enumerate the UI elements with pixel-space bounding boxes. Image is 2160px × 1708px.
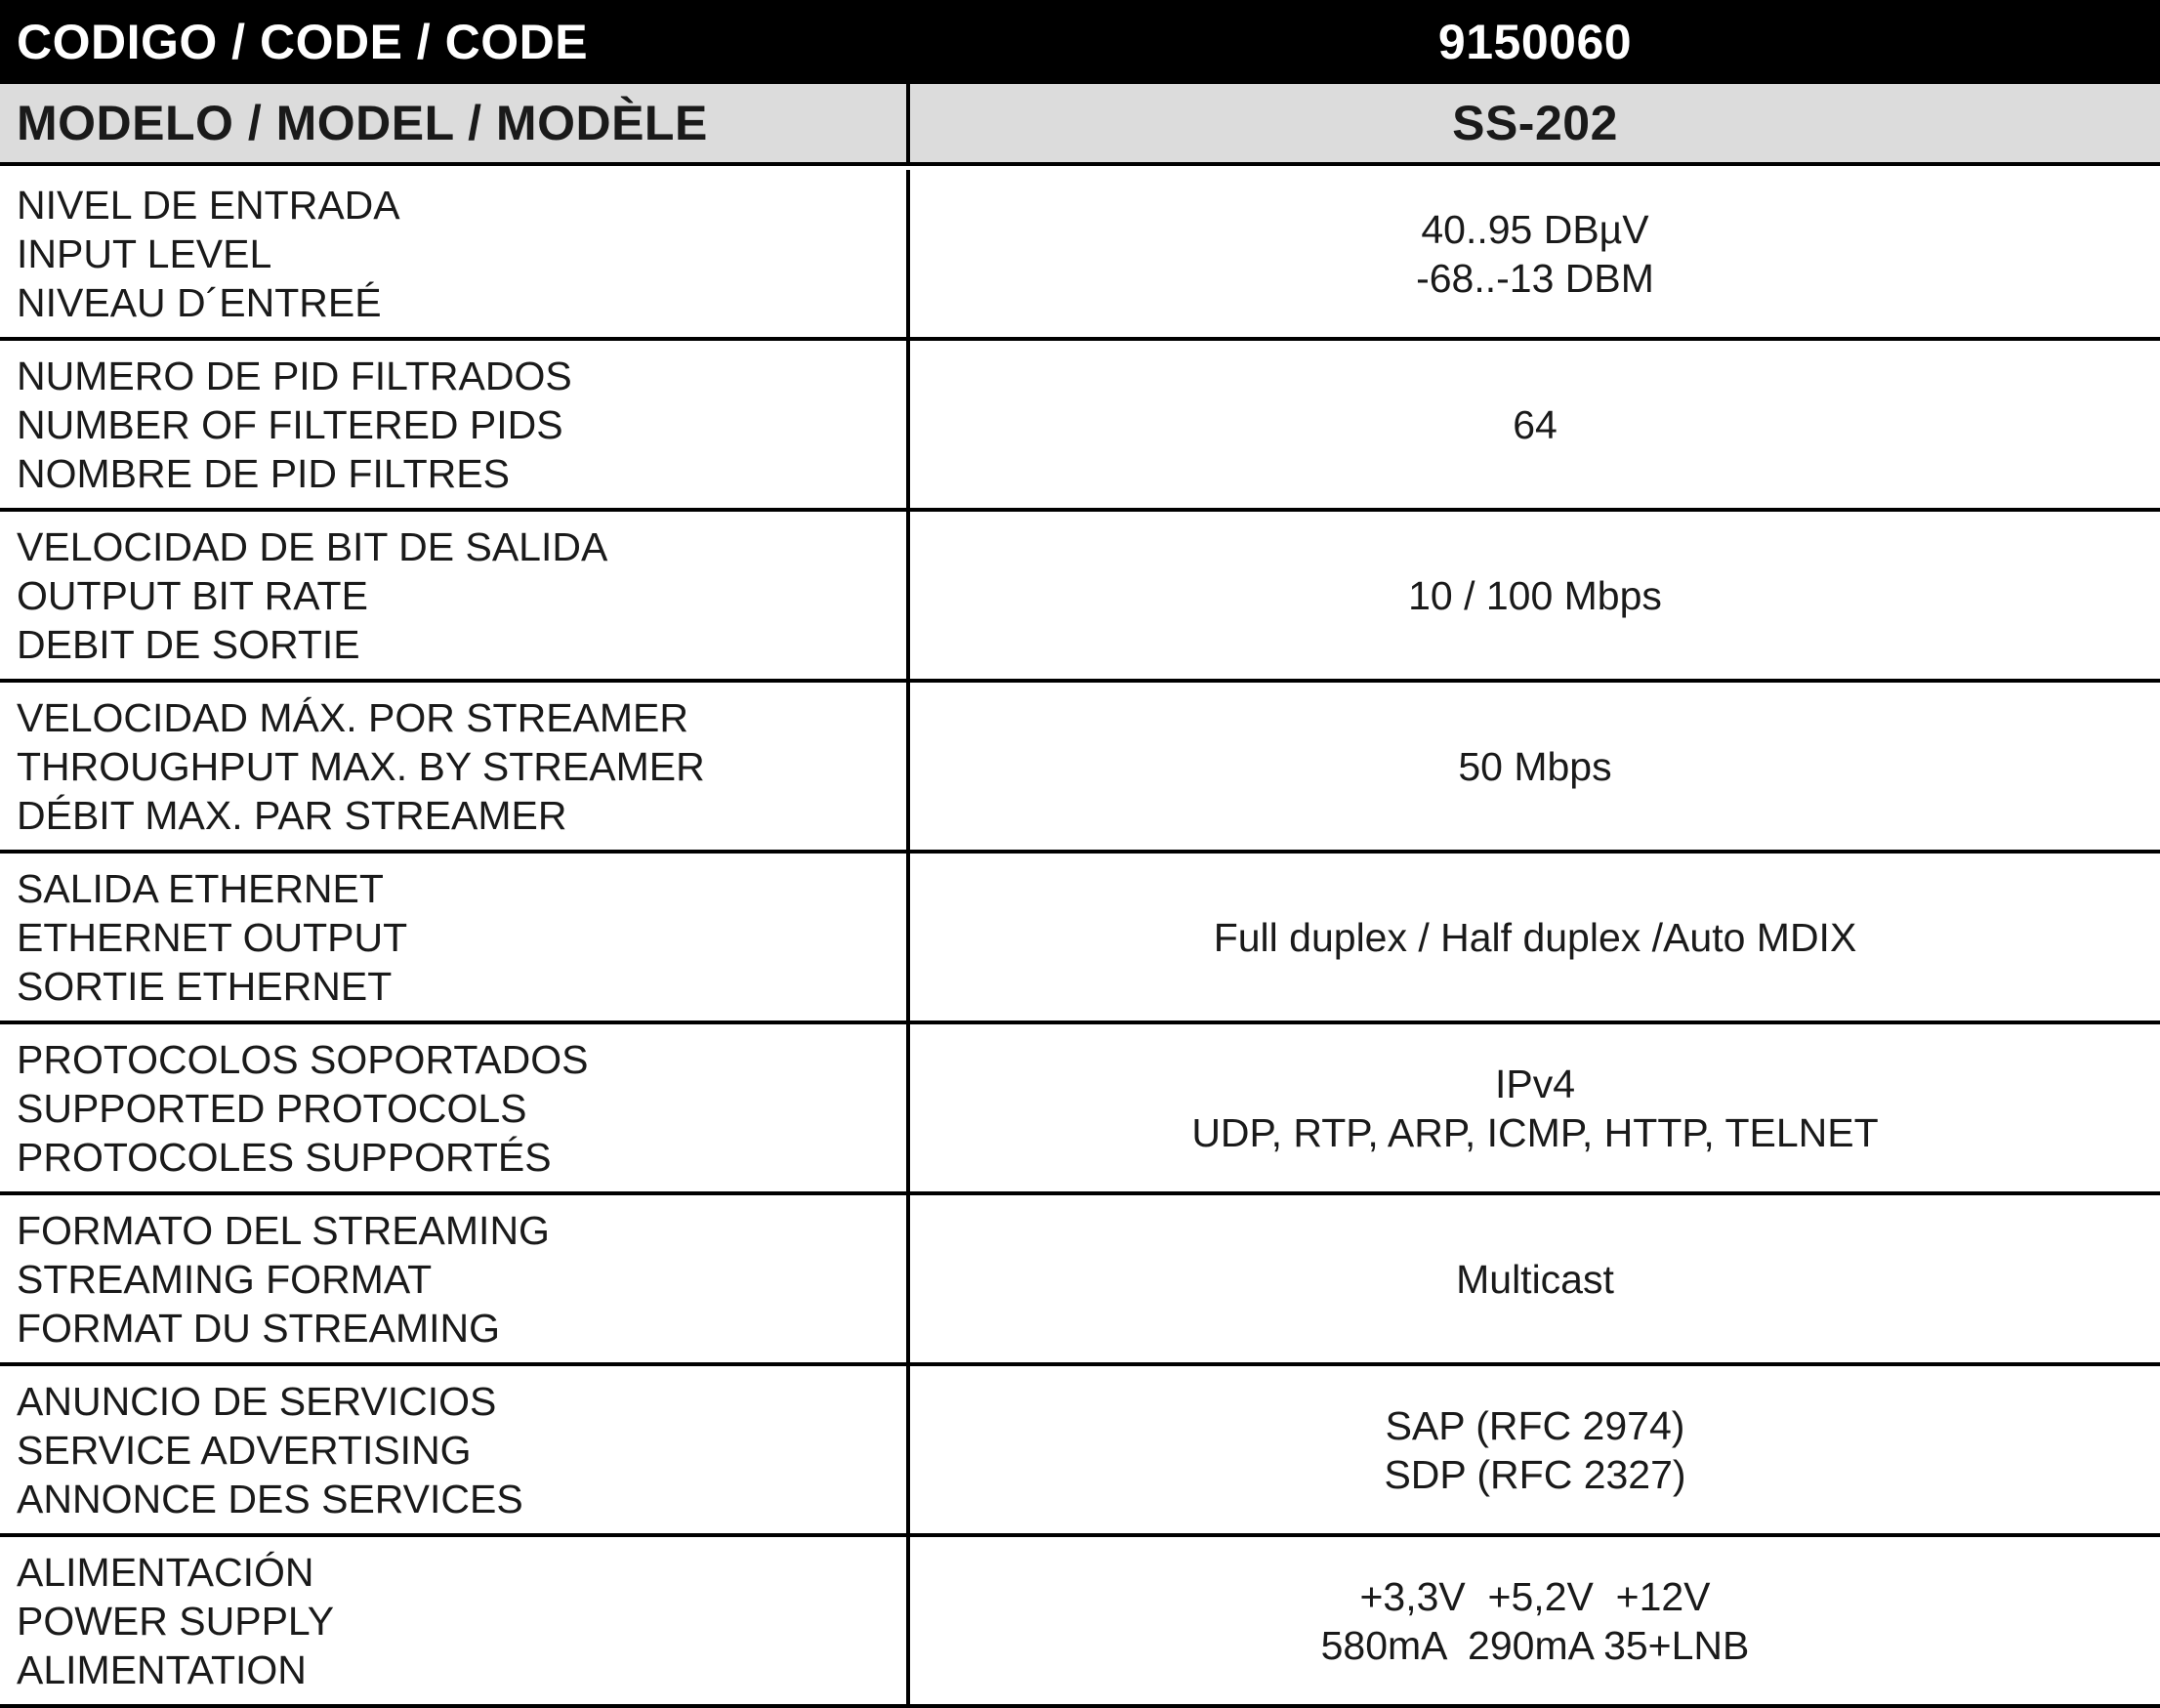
spec-label-en: THROUGHPUT MAX. BY STREAMER <box>17 743 705 789</box>
spec-label-fr: PROTOCOLES SUPPORTÉS <box>17 1134 552 1180</box>
spec-label-cell <box>0 512 910 679</box>
spec-row-output-bit-rate <box>0 512 2160 683</box>
spec-value: 10 / 100 Mbps <box>1408 572 1662 618</box>
spec-label-fr: NIVEAU D´ENTREÉ <box>17 279 382 325</box>
spec-label-en: SERVICE ADVERTISING <box>17 1427 472 1473</box>
spec-label-cell <box>0 1195 910 1362</box>
spec-value: SDP (RFC 2327) <box>1384 1451 1686 1497</box>
spec-row-filtered-pids <box>0 341 2160 512</box>
spec-label-fr: DEBIT DE SORTIE <box>17 621 360 667</box>
spec-row-input-level <box>0 170 2160 341</box>
spec-label-en: OUTPUT BIT RATE <box>17 572 368 618</box>
spec-label-es: NIVEL DE ENTRADA <box>17 182 400 228</box>
spec-value-cell <box>910 854 2160 1021</box>
spec-label-es: ANUNCIO DE SERVICIOS <box>17 1378 497 1424</box>
spec-value: +3,3V +5,2V +12V <box>1359 1573 1711 1619</box>
code-value-cell <box>910 0 2160 84</box>
spec-value: 580mA 290mA 35+LNB <box>1320 1622 1750 1668</box>
spec-label-en: NUMBER OF FILTERED PIDS <box>17 401 563 447</box>
spec-value: 40..95 DBµV <box>1421 206 1649 252</box>
spec-label-fr: DÉBIT MAX. PAR STREAMER <box>17 792 567 838</box>
spec-label-en: ETHERNET OUTPUT <box>17 914 408 960</box>
spec-value: SAP (RFC 2974) <box>1385 1402 1685 1448</box>
spec-label-cell <box>0 1366 910 1533</box>
spec-label-cell <box>0 1024 910 1191</box>
spec-value: IPv4 <box>1494 1061 1576 1106</box>
spec-label-en: SUPPORTED PROTOCOLS <box>17 1085 527 1131</box>
spec-label-es: SALIDA ETHERNET <box>17 865 384 911</box>
spec-label-fr: ANNONCE DES SERVICES <box>17 1476 523 1521</box>
spec-label-es: VELOCIDAD MÁX. POR STREAMER <box>17 694 689 740</box>
spec-value-cell <box>910 341 2160 508</box>
code-row <box>0 0 2160 84</box>
spec-value-cell <box>910 1366 2160 1533</box>
spec-label-fr: ALIMENTATION <box>17 1646 307 1692</box>
spec-label-fr: SORTIE ETHERNET <box>17 963 393 1009</box>
spec-value: Full duplex / Half duplex /Auto MDIX <box>1213 914 1857 960</box>
spec-label-en: POWER SUPPLY <box>17 1598 335 1644</box>
spec-label-cell <box>0 170 910 337</box>
spec-label-es: VELOCIDAD DE BIT DE SALIDA <box>17 523 608 569</box>
spec-value-cell <box>910 1537 2160 1704</box>
spec-label-es: NUMERO DE PID FILTRADOS <box>17 353 572 398</box>
spec-value-cell <box>910 1195 2160 1362</box>
spec-row-service-advertising <box>0 1366 2160 1537</box>
spec-label-fr: NOMBRE DE PID FILTRES <box>17 450 510 496</box>
spec-value-cell <box>910 512 2160 679</box>
spec-value: 50 Mbps <box>1458 743 1612 789</box>
spec-label-en: STREAMING FORMAT <box>17 1256 433 1302</box>
model-row <box>0 84 2160 166</box>
model-label: MODELO / MODEL / MODÈLE <box>17 96 708 150</box>
spec-row-ethernet-output <box>0 854 2160 1024</box>
spec-label-cell <box>0 683 910 850</box>
spec-value: Multicast <box>1456 1256 1614 1302</box>
spec-value-cell <box>910 683 2160 850</box>
spec-label-fr: FORMAT DU STREAMING <box>17 1305 501 1351</box>
spec-label-cell <box>0 854 910 1021</box>
code-label: CODIGO / CODE / CODE <box>17 15 589 69</box>
spec-label-es: PROTOCOLOS SOPORTADOS <box>17 1036 589 1082</box>
model-value: SS-202 <box>1452 96 1618 150</box>
spec-label-cell <box>0 1537 910 1704</box>
spec-row-throughput <box>0 683 2160 854</box>
code-label-cell <box>0 0 910 84</box>
spec-value-cell <box>910 1024 2160 1191</box>
spec-row-power-supply <box>0 1537 2160 1708</box>
model-label-cell <box>0 84 910 162</box>
spec-value-cell <box>910 170 2160 337</box>
spec-value: UDP, RTP, ARP, ICMP, HTTP, TELNET <box>1191 1109 1879 1155</box>
spec-label-cell <box>0 341 910 508</box>
spec-value: -68..-13 DBM <box>1416 255 1654 301</box>
spec-row-streaming-format <box>0 1195 2160 1366</box>
spec-label-en: INPUT LEVEL <box>17 230 272 276</box>
model-value-cell <box>910 84 2160 162</box>
spec-value: 64 <box>1513 401 1558 447</box>
spec-label-es: ALIMENTACIÓN <box>17 1549 314 1595</box>
spec-row-protocols <box>0 1024 2160 1195</box>
spec-label-es: FORMATO DEL STREAMING <box>17 1207 550 1253</box>
code-value: 9150060 <box>1437 15 1633 69</box>
